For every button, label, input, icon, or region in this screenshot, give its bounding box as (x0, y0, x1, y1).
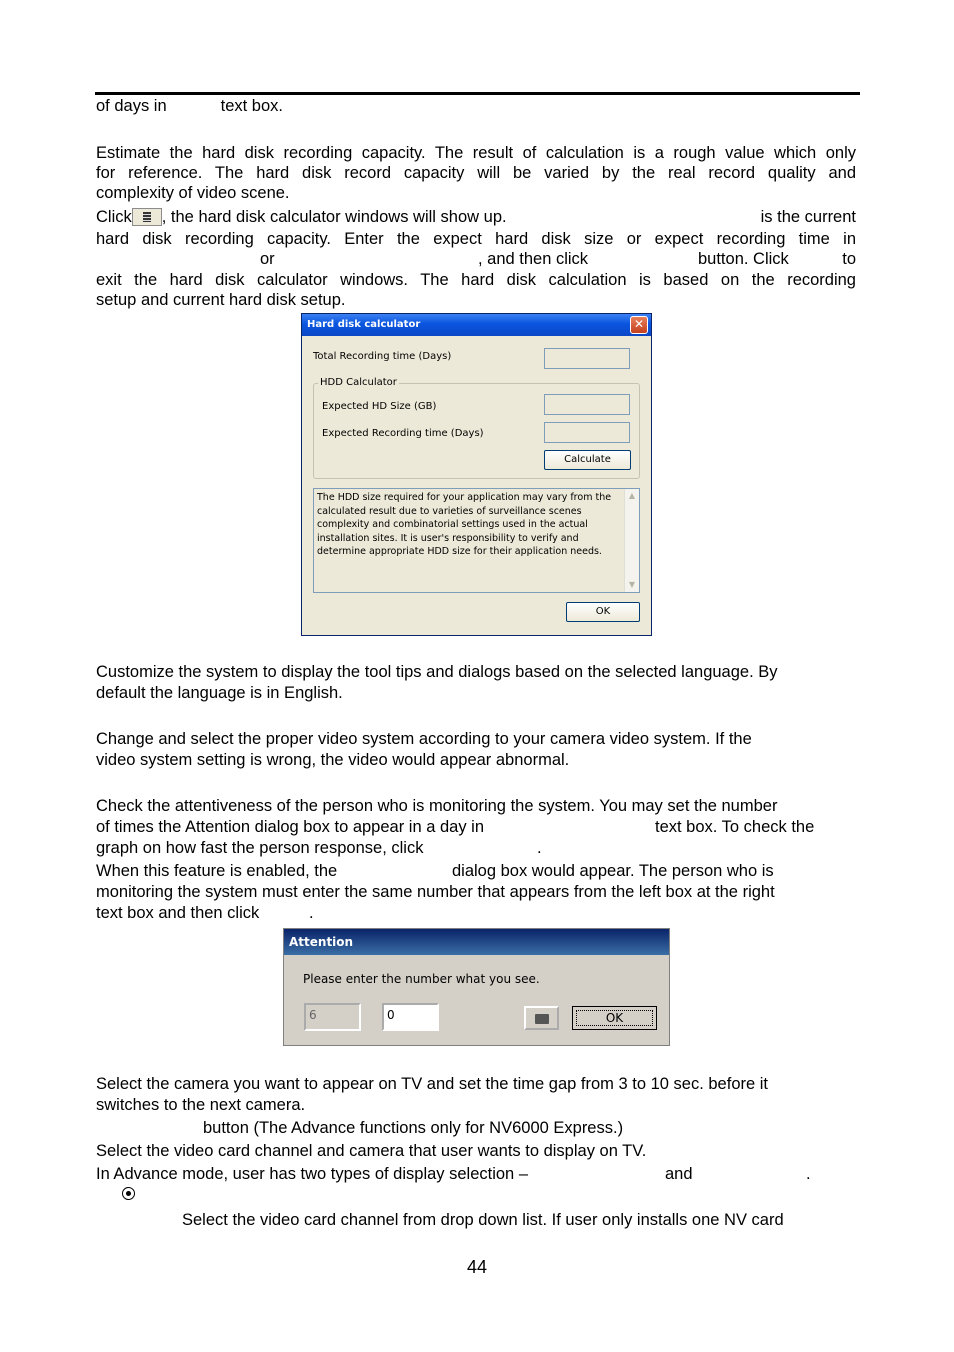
keyboard-icon (535, 1014, 549, 1024)
scroll-up-icon[interactable]: ▲ (628, 491, 636, 500)
hdd-paragraph-2: hard disk recording capacity. Enter the expect hard disk size or expect recording time in (96, 230, 856, 248)
language-line-1: Customize the system to display the tool tips and dialogs based on the selected language. By (96, 663, 778, 681)
tv-line-3: button (The Advance functions only for NV6000 Express.) (203, 1119, 624, 1137)
hd-size-input[interactable] (544, 394, 630, 415)
hdd-calculator-dialog (301, 313, 652, 636)
hdd-paragraph-2-end: exit the hard disk calculator windows. The hard disk calculation is based on the recording setup and current hard disk setup. (96, 271, 856, 309)
attention-dialog (283, 928, 670, 1046)
video-line-1: Change and select the proper video system according to your camera video system. If the (96, 730, 752, 748)
ok-button[interactable]: OK (566, 602, 640, 622)
total-recording-field (544, 348, 630, 369)
scrollbar[interactable] (624, 489, 639, 592)
calculator-icon[interactable] (132, 208, 162, 226)
language-line-2: default the language is in English. (96, 684, 343, 702)
calculate-button[interactable]: Calculate (544, 450, 631, 470)
attention-title: Attention (284, 929, 669, 955)
hdd-paragraph-2-line3: or , and then click button. Click to (260, 250, 856, 268)
close-icon[interactable]: ✕ (630, 316, 648, 334)
attention-line-6: text box and then click . (96, 904, 314, 922)
scroll-down-icon[interactable]: ▼ (628, 580, 636, 589)
page-number: 44 (466, 1257, 488, 1277)
hd-size-label: Expected HD Size (GB) (322, 401, 437, 412)
attention-number-input[interactable]: 0 (382, 1003, 439, 1031)
attention-line-5: monitoring the system must enter the same number that appears from the left box at the right (96, 883, 775, 901)
intro-line: of days in text box. (96, 97, 283, 115)
video-line-2: video system setting is wrong, the video would appear abnormal. (96, 751, 570, 769)
attention-line-4: When this feature is enabled, the dialog box would appear. The person who is (96, 862, 774, 880)
total-recording-label: Total Recording time (Days) (313, 351, 452, 362)
attention-line-2: of times the Attention dialog box to appear in a day in text box. To check the (96, 818, 815, 836)
tv-line-5: In Advance mode, user has two types of display selection – and . (96, 1165, 811, 1183)
hdd-paragraph-1: Estimate the hard disk recording capacity. The result of calculation is a rough value which only for reference. The hard disk record capacity will be varied by the real record quality and complexity of video scene. (96, 144, 856, 202)
attention-number-display: 6 (304, 1003, 361, 1031)
tv-line-6: Select the video card channel from drop down list. If user only installs one NV card (182, 1211, 784, 1229)
tv-line-1: Select the camera you want to appear on TV and set the time gap from 3 to 10 sec. before it (96, 1075, 768, 1093)
attention-line-1: Check the attentiveness of the person who is monitoring the system. You may set the number (96, 797, 778, 815)
tv-line-4: Select the video card channel and camera that user wants to display on TV. (96, 1142, 647, 1160)
header-rule (95, 92, 860, 95)
attention-line-3: graph on how fast the person response, click . (96, 839, 542, 857)
recording-time-input[interactable] (544, 422, 630, 443)
keyboard-button[interactable] (524, 1006, 559, 1030)
hdd-click-line: Click , the hard disk calculator windows will show up. is the current (96, 208, 856, 226)
recording-time-label: Expected Recording time (Days) (322, 428, 484, 439)
attention-prompt: Please enter the number what you see. (303, 972, 540, 986)
group-title: HDD Calculator (320, 377, 397, 388)
dialog-title: Hard disk calculator (302, 314, 651, 336)
attention-ok-button[interactable]: OK (572, 1006, 657, 1030)
tv-line-2: switches to the next camera. (96, 1096, 306, 1114)
radio-bullet-icon (122, 1187, 135, 1200)
disclaimer-textbox: The HDD size required for your application may vary from the calculated result due to varieties of surveillance scenes complexity and combinatorial settings used in the actual installation sites. It is user's responsibility to verify and determine appropriate HDD size for their application needs. ▲ ▼ (313, 488, 640, 593)
